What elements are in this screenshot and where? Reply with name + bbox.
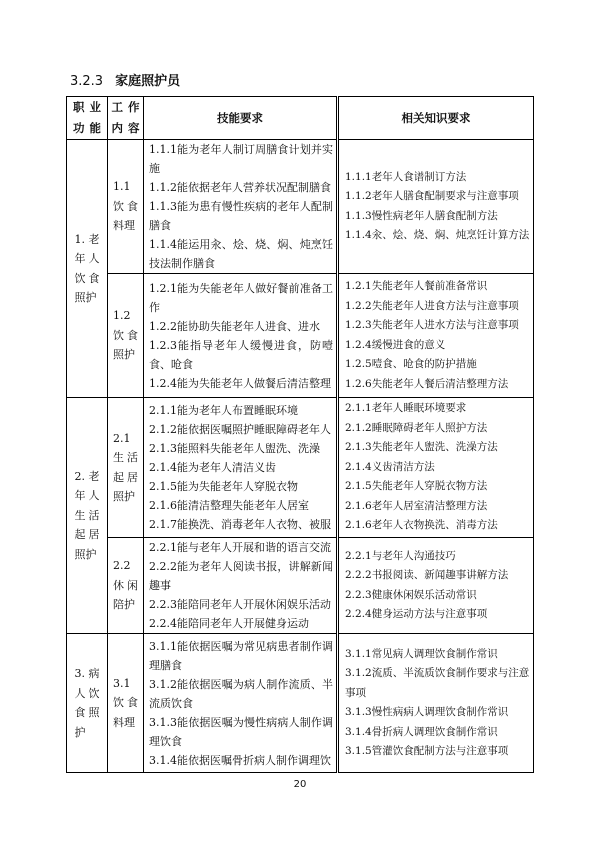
skill-item: 1.1.1能为老年人制订周膳食计划并实施: [149, 143, 333, 175]
content-cell: [108, 634, 144, 773]
knowledge-item: 3.1.2流质、半流质饮食制作要求与注意事项: [345, 667, 530, 699]
skill-item: 2.1.2能依据医嘱照护睡眠障碍老年人: [149, 423, 331, 436]
knowledge-item: 2.1.6老年人居室清洁整理方法: [345, 499, 488, 512]
knowledge-item: 2.1.3失能老年人盥洗、洗澡方法: [345, 441, 498, 454]
skills-cell: [144, 274, 338, 398]
skill-item: 3.1.2能依据医嘱为病人制作流质、半流质饮食: [149, 677, 333, 710]
function-cell: [67, 140, 108, 398]
skill-item: 3.1.1能依据医嘱为常见病患者制作调理膳食: [149, 639, 333, 672]
header-skills: 技能要求: [144, 97, 338, 140]
knowledge-cell: [338, 634, 534, 773]
skill-item: 2.1.4能为老年人清洁义齿: [149, 461, 276, 474]
skill-item: 2.2.4能陪同老年人开展健身运动: [149, 617, 309, 630]
knowledge-item: 3.1.4骨折病人调理饮食制作常识: [345, 725, 498, 738]
table-row: [67, 140, 534, 274]
skill-item: 3.1.4能依据医嘱骨折病人制作调理饮: [149, 753, 331, 767]
skill-item: 3.1.3能依据医嘱为慢性病病人制作调理饮食: [149, 715, 333, 748]
skills-cell: [144, 140, 338, 274]
header-content: [108, 97, 144, 140]
table-row: [67, 274, 534, 398]
content-cell: [108, 140, 144, 274]
knowledge-item: 2.1.2睡眠障碍老年人照护方法: [345, 421, 488, 434]
function-label: 3.病人饮食照护: [74, 667, 100, 739]
content-label: 1.2饮食照护: [113, 309, 138, 362]
knowledge-item: 2.1.1老年人睡眠环境要求: [345, 402, 467, 415]
table-row: [67, 398, 534, 538]
header-function-label: 职业功能: [73, 100, 101, 135]
knowledge-item: 2.2.2书报阅读、新闻趣事讲解方法: [345, 569, 509, 581]
knowledge-item: 2.1.4义齿清洁方法: [345, 460, 435, 473]
knowledge-item: 3.1.1常见病人调理饮食制作常识: [345, 647, 498, 660]
knowledge-item: 1.1.3慢性病老年人膳食配制方法: [345, 209, 498, 222]
knowledge-item: 1.2.1失能老年人餐前准备常识: [345, 280, 488, 292]
skill-item: 1.2.1能为失能老年人做好餐前准备工作: [149, 281, 333, 314]
content-label: 2.2休闲陪护: [113, 559, 138, 612]
requirements-table: [66, 96, 534, 773]
header-content-label: 工作内容: [111, 100, 140, 135]
knowledge-item: 2.1.5失能老年人穿脱衣物方法: [345, 480, 488, 493]
content-cell: [108, 398, 144, 538]
function-cell: [67, 634, 108, 773]
skill-item: 2.2.1能与老年人开展和谐的语言交流: [149, 541, 331, 554]
knowledge-item: 2.1.6老年人衣物换洗、消毒方法: [345, 519, 498, 532]
section-heading: [70, 74, 180, 90]
knowledge-cell: [338, 538, 534, 634]
table-header-row: [67, 97, 534, 140]
knowledge-item: 2.2.4健身运动方法与注意事项: [345, 608, 488, 620]
function-label: 1.老年人饮食照护: [74, 232, 100, 304]
knowledge-item: 2.2.1与老年人沟通技巧: [345, 549, 456, 562]
section-number: 3.2.3: [70, 74, 104, 89]
content-cell: [108, 274, 144, 398]
knowledge-item: 2.2.3健康休闲娱乐活动常识: [345, 588, 477, 601]
skill-item: 1.1.3能为患有慢性疾病的老年人配制膳食: [149, 200, 333, 232]
skill-item: 2.1.5能为失能老年人穿脱衣物: [149, 480, 298, 493]
knowledge-item: 1.2.4缓慢进食的意义: [345, 338, 446, 351]
content-label: 2.1生活起居照护: [113, 431, 138, 503]
knowledge-item: 1.2.6失能老年人餐后清洁整理方法: [345, 377, 509, 390]
table-row: [67, 538, 534, 634]
skills-cell: [144, 634, 338, 773]
knowledge-item: 1.1.4汆、烩、烧、焖、炖烹饪计算方法: [345, 229, 530, 241]
knowledge-item: 1.1.1老年人食谱制订方法: [345, 170, 467, 183]
knowledge-item: 1.2.2失能老年人进食方法与注意事项: [345, 299, 519, 312]
function-cell: [67, 398, 108, 634]
knowledge-item: 3.1.3慢性病病人调理饮食制作常识: [345, 706, 509, 718]
knowledge-cell: [338, 274, 534, 398]
section-title: 家庭照护员: [115, 74, 181, 89]
skill-item: 1.1.2能依据老年人营养状况配制膳食: [149, 181, 331, 194]
skills-cell: [144, 538, 338, 634]
skill-item: 2.1.6能清洁整理失能老年人居室: [149, 499, 309, 512]
knowledge-cell: [338, 140, 534, 274]
skills-cell: [144, 398, 338, 538]
skill-item: 2.1.7能换洗、消毒老年人衣物、被服: [149, 518, 331, 531]
header-knowledge: 相关知识要求: [338, 97, 534, 140]
skill-item: 2.2.2能为老年人阅读书报，讲解新闻趣事: [149, 560, 333, 592]
content-label: 3.1饮食料理: [113, 676, 138, 729]
knowledge-item: 3.1.5管灌饮食配制方法与注意事项: [345, 745, 509, 757]
knowledge-item: 1.2.5噎食、呛食的防护措施: [345, 358, 477, 370]
table-row: [67, 634, 534, 773]
skill-item: 1.2.4能为失能老年人做餐后清洁整理: [149, 376, 331, 390]
skill-item: 2.2.3能陪同老年人开展休闲娱乐活动: [149, 598, 331, 611]
skill-item: 1.2.3能指导老年人缓慢进食，防噎食、呛食: [149, 338, 333, 371]
skill-item: 2.1.3能照料失能老年人盥洗、洗澡: [149, 442, 320, 455]
skill-item: 2.1.1能为老年人布置睡眠环境: [149, 404, 298, 417]
skill-item: 1.2.2能协助失能老年人进食、进水: [149, 319, 320, 333]
content-label: 1.1饮食料理: [113, 180, 138, 233]
page-number: 20: [293, 779, 307, 790]
knowledge-item: 1.2.3失能老年人进水方法与注意事项: [345, 319, 519, 331]
knowledge-item: 1.1.2老年人膳食配制要求与注意事项: [345, 190, 519, 202]
header-function: [67, 97, 108, 140]
knowledge-cell: [338, 398, 534, 538]
content-cell: [108, 538, 144, 634]
skill-item: 1.1.4能运用汆、烩、烧、焖、炖烹饪技法制作膳食: [149, 238, 333, 270]
function-label: 2.老年人生活起居照护: [74, 469, 100, 561]
